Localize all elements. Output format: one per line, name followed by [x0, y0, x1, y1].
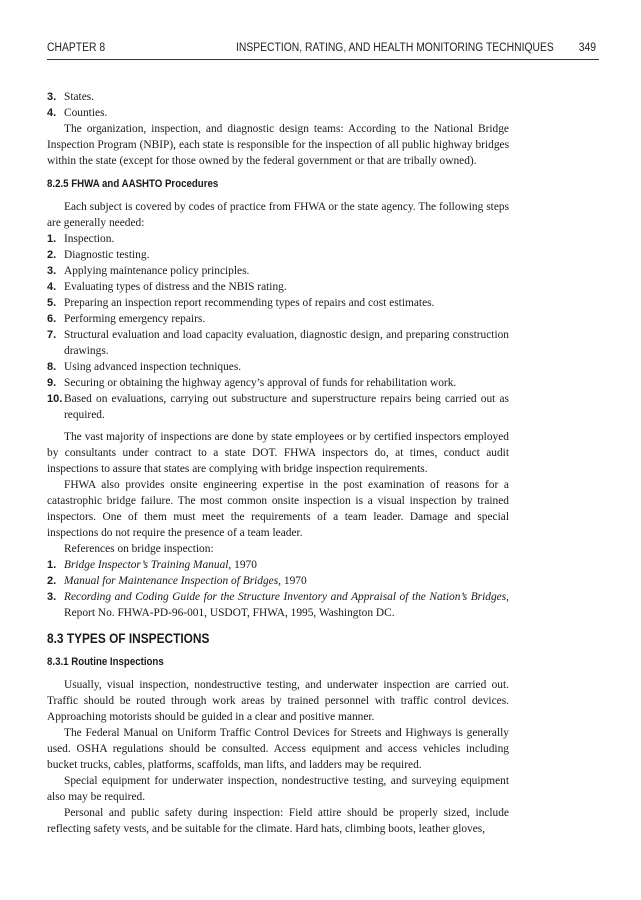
paragraph-onsite: FHWA also provides onsite engineering expertise in the post examination of reasons for a catastrophic bridge failure. The most common onsite inspection is a visual inspection by trained inspectors. One of them must meet the requirements of a team leader. Damage and special inspections do not require the presence of a team leader. [47, 479, 509, 539]
list-text: Structural evaluation and load capacity evaluation, diagnostic design, and preparing construction drawings. [64, 329, 509, 357]
list-number: 1. [47, 559, 57, 571]
paragraph-safety: Personal and public safety during inspection: Field attire should be properly sized, include reflecting safety vests, and be suitable for the climate. Hard hats, climbing boots, leather gloves, [47, 807, 509, 835]
list-item [47, 359, 509, 375]
reference-details: 1970 [231, 559, 257, 571]
reference-title: Manual for Maintenance Inspection of Bridges, [64, 575, 282, 587]
list-text: Evaluating types of distress and the NBIS rating. [64, 281, 287, 293]
list-number: 2. [47, 575, 57, 587]
reference-details: Report No. FHWA-PD-96-001, USDOT, FHWA, 1995, Washington DC. [64, 607, 395, 619]
list-item [47, 295, 509, 311]
reference-details: 1970 [281, 575, 307, 587]
list-number: 4. [47, 107, 57, 119]
list-number: 3. [47, 591, 57, 603]
list-item [47, 375, 509, 391]
body-content [47, 89, 509, 837]
list-text: Using advanced inspection techniques. [64, 361, 242, 373]
paragraph-references-intro: References on bridge inspection: [64, 543, 214, 555]
list-number: 5. [47, 297, 57, 309]
list-item [47, 89, 509, 105]
list-text: Counties. [64, 107, 108, 119]
running-header [47, 42, 596, 58]
list-text: Performing emergency repairs. [64, 313, 206, 325]
list-number: 1. [47, 233, 57, 245]
paragraph-manual: The Federal Manual on Uniform Traffic Control Devices for Streets and Highways is generally used. OSHA regulations should be consulted. Access equipment and access vehicles including bucket trucks, cables, platforms, scaffolds, man lifts, and ladders may be required. [47, 727, 509, 771]
header-running-title: INSPECTION, RATING, AND HEALTH MONITORING TECHNIQUES [236, 42, 554, 54]
header-page-number: 349 [578, 42, 596, 54]
list-text: Applying maintenance policy principles. [64, 265, 250, 277]
list-number: 7. [47, 329, 57, 341]
heading-8-3-1: 8.3.1 Routine Inspections [47, 656, 164, 668]
reference-item [47, 573, 509, 589]
paragraph-majority: The vast majority of inspections are done by state employees or by certified inspectors employed by consultants under contract to a state DOT. FHWA inspectors do, at times, conduct audit inspections to assure that states are complying with bridge inspection requirements. [47, 431, 509, 475]
list-number: 4. [47, 281, 57, 293]
reference-title: Recording and Coding Guide for the Structure Inventory and Appraisal of the Nation’s Bridges, [64, 591, 509, 603]
list-number: 9. [47, 377, 57, 389]
heading-8-2-5: 8.2.5 FHWA and AASHTO Procedures [47, 178, 219, 190]
list-text: Based on evaluations, carrying out substructure and superstructure repairs being carried out as required. [64, 393, 509, 421]
paragraph-special-equipment: Special equipment for underwater inspection, nondestructive testing, and surveying equipment also may be required. [47, 775, 509, 803]
list-item [47, 247, 509, 263]
list-item [47, 231, 509, 247]
paragraph-organization: The organization, inspection, and diagnostic design teams: According to the National Bridge Inspection Program (NBIP), each state is responsible for the inspection of all public highway bridges within the state (except for those owned by the federal government or that are tribally owned). [47, 123, 509, 167]
list-item [47, 327, 509, 359]
paragraph-routine: Usually, visual inspection, nondestructive testing, and underwater inspection are carried out. Traffic should be routed through work areas by trained personnel with traffic control devices. Approaching motorists should be guided in a clear and positive manner. [47, 679, 509, 723]
list-text: Diagnostic testing. [64, 249, 150, 261]
reference-item [47, 589, 509, 621]
reference-item [47, 557, 509, 573]
header-chapter: CHAPTER 8 [47, 42, 106, 54]
list-number: 2. [47, 249, 57, 261]
list-text: Inspection. [64, 233, 115, 245]
list-number: 3. [47, 91, 57, 103]
list-text: States. [64, 91, 95, 103]
list-item [47, 263, 509, 279]
list-number: 3. [47, 265, 57, 277]
list-number: 8. [47, 361, 57, 373]
paragraph-steps-intro: Each subject is covered by codes of practice from FHWA or the state agency. The following steps are generally needed: [47, 201, 509, 229]
list-number: 10. [47, 393, 63, 405]
heading-8-3: 8.3 TYPES OF INSPECTIONS [47, 631, 210, 646]
list-item [47, 279, 509, 295]
list-number: 6. [47, 313, 57, 325]
list-item [47, 311, 509, 327]
list-text: Securing or obtaining the highway agency’s approval of funds for rehabilitation work. [64, 377, 457, 389]
header-rule [47, 59, 599, 60]
list-text: Preparing an inspection report recommending types of repairs and cost estimates. [64, 297, 435, 309]
list-item [47, 105, 509, 121]
list-item [47, 391, 509, 423]
reference-title: Bridge Inspector’s Training Manual, [64, 559, 232, 571]
